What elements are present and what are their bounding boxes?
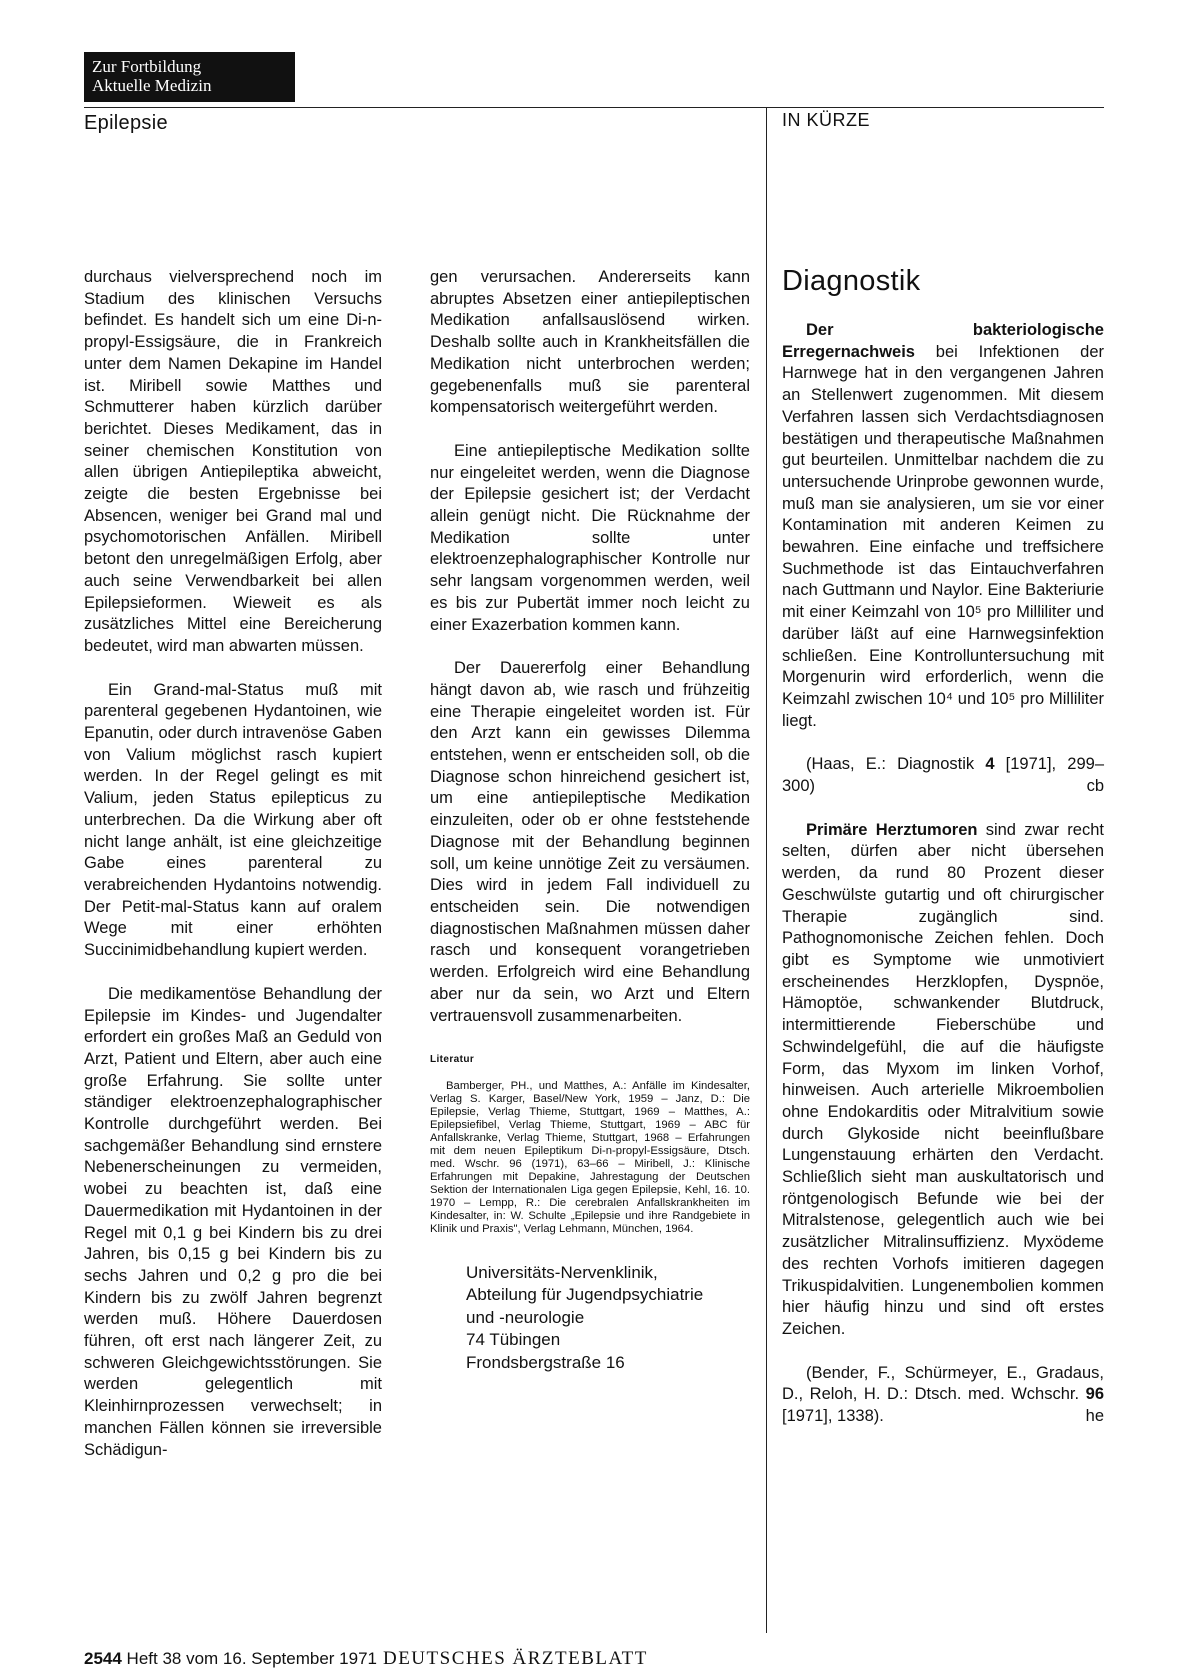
brief-lead: Der bakteriologische Erregernachweis xyxy=(782,321,1104,361)
address-line: Universitäts-Nervenklinik, xyxy=(466,1262,658,1282)
article-column-1 xyxy=(84,267,382,1461)
section-title: Epilepsie xyxy=(84,112,168,134)
address-line: Abteilung für Jugendpsychiatrie xyxy=(466,1285,704,1305)
citation xyxy=(782,754,1104,797)
citation-text: [1971], 299–300) xyxy=(782,755,1104,796)
address-line: und -neurologie xyxy=(466,1307,585,1327)
literature-heading: Literatur xyxy=(430,1054,475,1066)
brief-text: bei Infektionen der Harnwege hat in den vergangenen Jahren an Stellenwert zugenommen. Mit diesem Verfahren lassen sich Verdachtsdiagnosen bestätigen und therapeutische Maßnahmen gut beurteilen. Unmittelbar nachdem die zu untersuchende Urinprobe gewonnen wurde, muß man sie analysieren, um sie vor einer Kontamination mit anderen Keimen zu bewahren. Eine einfache und treffsichere Suchmethode ist das Eintauchverfahren nach Guttmann und Naylor. Eine Bakteriurie mit einer Keimzahl von 10⁵ pro Milliliter und darüber läßt auf eine Harnwegsinfektion schließen. Eine Kontrolluntersuchung mit Morgenurin wird erforderlich, wenn die Keimzahl zwischen 10⁴ und 10⁵ pro Milliliter liegt. xyxy=(782,342,1104,730)
citation-text: (Haas, E.: Diagnostik xyxy=(806,755,986,774)
citation-text: [1971], 1338). xyxy=(782,1407,884,1426)
brief-lead: Primäre Herztumoren xyxy=(806,820,978,839)
address-line: Frondsbergstraße 16 xyxy=(466,1352,625,1372)
literature-list: Bamberger, PH., und Matthes, A.: Anfälle im Kindesalter, Verlag S. Karger, Basel/New York, 1959 – Janz, D.: Die Epilepsie, Verlag Thieme, Stuttgart, 1969 – Matthes, A.: Epilepsiefibel, Verlag Thieme, Stuttgart, 1969 – ABC für Anfallskranke, Verlag Thieme, Stuttgart, 1968 – Erfahrungen mit dem neuen Epileptikum Di-n-propyl-Essigsäure, Dtsch. med. Wschr. 96 (1971), 63–66 – Miribell, J.: Klinische Erfahrungen mit Depakine, Jahrestagung der Deutschen Sektion der Internationalen Liga gegen Epilepsie, Kehl, 16. 10. 1970 – Lempp, R.: Die cerebralen Anfallskrankheiten im Kindesalter, in: W. Schulte „Epilepsie und ihre Randgebiete in Klinik und Praxis", Verlag Lehmann, München, 1964. xyxy=(430,1079,750,1235)
column-divider xyxy=(766,108,767,1633)
citation-volume: 96 xyxy=(1085,1385,1104,1404)
citation-text: (Bender, F., Schürmeyer, E., Gradaus, D., Reloh, H. D.: Dtsch. med. Wchschr. xyxy=(782,1363,1104,1404)
citation-volume: 4 xyxy=(985,755,995,774)
author-initials: he xyxy=(1085,1407,1104,1426)
badge-line-2: Aktuelle Medizin xyxy=(92,76,212,95)
citation xyxy=(782,1363,1104,1428)
brief-item xyxy=(782,820,1104,1341)
brief-item xyxy=(782,320,1104,732)
paragraph: Die medikamentöse Behandlung der Epilepsie im Kindes- und Jugendalter erfordert ein großes Maß an Geduld von Arzt, Patient und Eltern, aber auch eine große Erfahrung. Sie sollte unter ständiger elektroenzephalographischer Kontrolle durchgeführt werden. Bei sachgemäßer Behandlung sind ernstere Nebenerscheinungen zu vermeiden, wobei zu beachten ist, daß eine Dauermedikation mit Hydantoinen in der Regel mit 0,1 g bei Kindern bis zu drei Jahren, bis 0,15 g bei Kindern bis zu sechs Jahren und 0,2 g pro die bei Kindern bis zu zwölf Jahren begrenzt werden muß. Höhere Dauerdosen führen, oft erst nach längerer Zeit, zu schweren Gleichgewichtsstörungen. Sie werden gelegentlich mit Kleinhirnprozessen verwechselt; in manchen Fällen können sie irreversible Schädigun- xyxy=(84,984,382,1459)
header-rule xyxy=(84,107,1104,108)
journal-name: DEUTSCHES ÄRZTEBLATT xyxy=(382,1648,648,1669)
paragraph: Der Dauererfolg einer Behandlung hängt davon ab, wie rasch und frühzeitig eine Therapie eingeleitet worden ist. Für den Arzt kann ein gewisses Dilemma entstehen, wenn er entscheiden soll, ob die Diagnose schon hinreichend gesichert ist, um eine antiepileptische Medikation einzuleiten, oder ob er ohne feststehende Diagnose mit der Behandlung beginnen soll, um keine unnötige Zeit zu versäumen. Dies wird in jedem Fall individuell zu entscheiden sein. Die notwendigen diagnostischen Maßnahmen müssen daher rasch und konsequent vorangetrieben werden. Erfolgreich wird eine Behandlung aber nur da sein, wo Arzt und Eltern vertrauensvoll zusammenarbeiten. xyxy=(430,659,750,1025)
page-number: 2544 xyxy=(84,1649,122,1668)
paragraph: Ein Grand-mal-Status muß mit parenteral gegebenen Hydantoinen, wie Epanutin, oder durch intravenöse Gaben von Valium möglichst rasch kupiert werden. In der Regel gelingt es mit Valium, jeden Status epilepticus zu unterbrechen. Da die Wirkung aber oft nicht lange anhält, ist eine gleichzeitige Gabe eines parenteral zu verabreichenden Hydantoins notwendig. Der Petit-mal-Status kann auf oralem Wege mit einer erhöhten Succinimidbehandlung kupiert werden. xyxy=(84,680,382,960)
author-address xyxy=(430,1262,750,1375)
side-section-title: IN KÜRZE xyxy=(782,110,871,130)
issue-info: Heft 38 vom 16. September 1971 xyxy=(121,1649,377,1668)
badge-line-1: Zur Fortbildung xyxy=(92,57,202,76)
page-footer xyxy=(84,1648,648,1670)
article-column-2 xyxy=(430,267,750,1374)
brief-column xyxy=(782,264,1104,1428)
paragraph: gen verursachen. Andererseits kann abruptes Absetzen einer antiepileptischen Medikation anfallsauslösend wirken. Deshalb sollte auch in Krankheitsfällen die Medikation nicht unterbrochen werden; gegebenenfalls muß sie parenteral kompensatorisch weitergeführt werden. xyxy=(430,268,750,417)
brief-text: sind zwar recht selten, dürfen aber nicht übersehen werden, da rund 80 Prozent dieser Geschwülste gutartig und oft chirurgischer Therapie zugänglich sind. Pathognomonische Zeichen fehlen. Doch gibt es Symptome wie unmotiviert erscheinendes Herzklopfen, Dyspnöe, Hämoptöe, schwankender Blutdruck, intermittierende Fieberschübe und Schwindelgefühl, die auf die häufigste Form, das Myxom im linken Vorhof, hinweisen. Auch arterielle Mikroembolien ohne Endokarditis oder Mitralvitium sowie durch Glykoside nicht beeinflußbare Lungenstauung erhärten den Verdacht. Schließlich sieht man auskultatorisch und röntgenologisch Befunde wie bei der Mitralstenose, gelegentlich auch wie bei zusätzlicher Mitralinsuffizienz. Myxödeme des rechten Vorhofs imitieren dagegen Trikuspidalvitien. Lungenembolien kommen hier häufig hinzu und sind oft erstes Zeichen. xyxy=(782,820,1104,1338)
brief-heading: Diagnostik xyxy=(782,265,921,297)
address-line: 74 Tübingen xyxy=(466,1330,561,1350)
paragraph: Eine antiepileptische Medikation sollte nur eingeleitet werden, wenn die Diagnose der Epilepsie gesichert ist; der Verdacht allein genügt nicht. Die Rücknahme der Medikation sollte unter elektroenzephalographischer Kontrolle nur sehr langsam vorgenommen werden, weil es bis zur Pubertät immer noch leicht zu einer Exazerbation kommen kann. xyxy=(430,441,750,634)
section-badge xyxy=(84,52,295,102)
author-initials: cb xyxy=(1086,777,1104,796)
paragraph: durchaus vielversprechend noch im Stadium des klinischen Versuchs befindet. Es handelt sich um eine Di-n-propyl-Essigsäure, die in Frankreich unter dem Namen Dekapine im Handel ist. Miribell sowie Matthes und Schmutterer haben kürzlich darüber berichtet. Dieses Medikament, das in seiner chemischen Konstitution von allen übrigen Antiepileptika abweicht, zeigte die besten Ergebnisse bei Absencen, weniger bei Grand mal und psychomotorischen Anfällen. Miribell betont den unregelmäßigen Erfolg, aber auch seine Verwendbarkeit bei allen Epilepsieformen. Wieweit es als zusätzliches Mittel eine Bereicherung bedeutet, wird man abwarten müssen. xyxy=(84,268,382,655)
